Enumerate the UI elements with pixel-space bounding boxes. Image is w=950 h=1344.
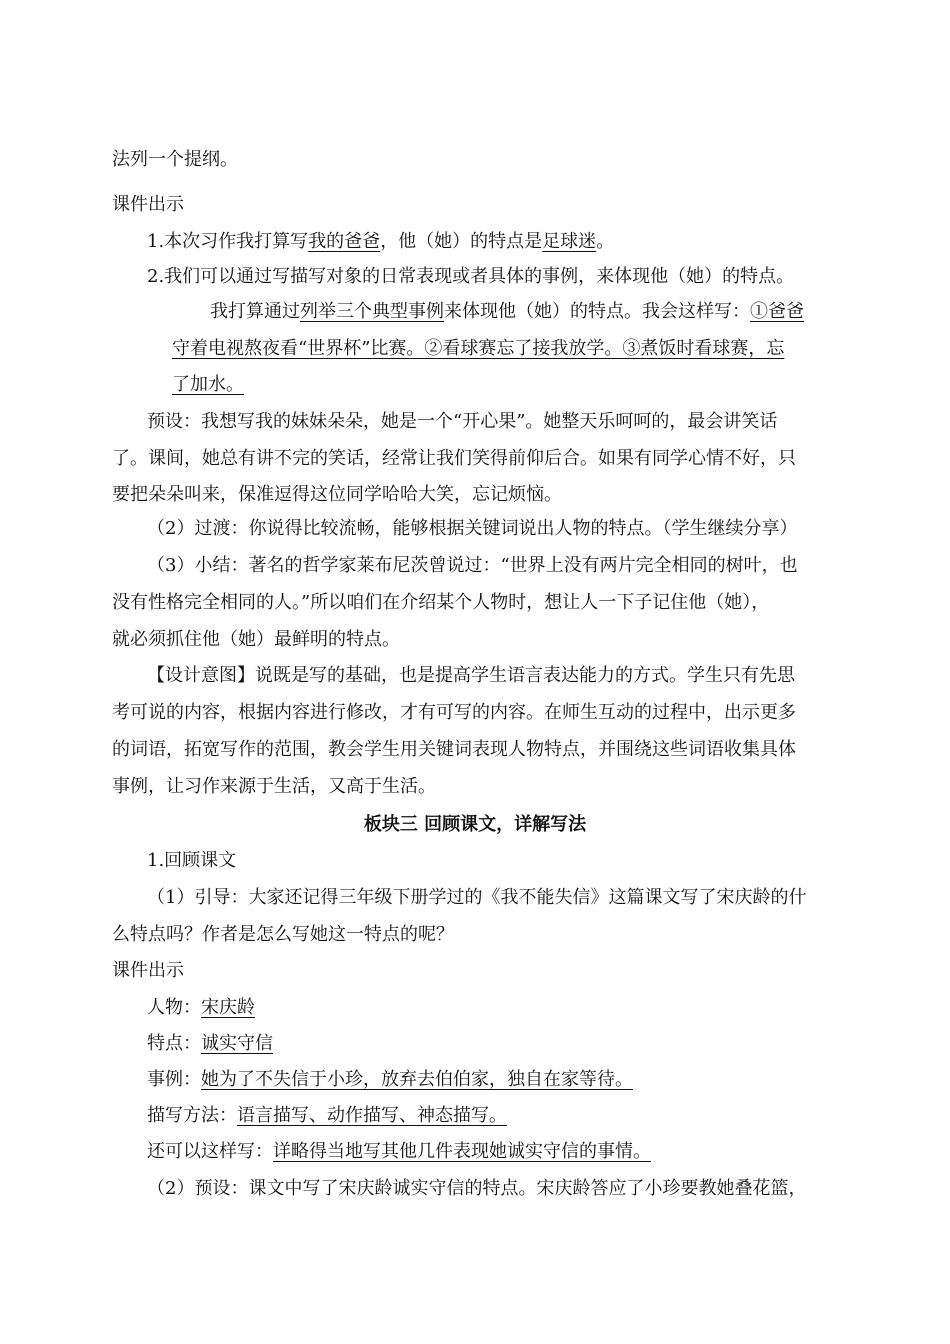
text-line: 法列一个提纲。: [112, 149, 238, 170]
text-line: 没有性格完全相同的人。”所以咱们在介绍某个人物时，想让人一下子记住他（她），: [112, 592, 770, 613]
text-segment: 来体现他（她）的特点。我会这样写：: [444, 301, 750, 322]
text-line: （2）过渡：你说得比较流畅，能够根据关键词说出人物的特点。（学生继续分享）: [147, 518, 798, 539]
text-segment: 特点：: [147, 1033, 201, 1054]
text-line: 预设：我想写我的妹妹朵朵，她是一个“开心果”。她整天乐呵呵的，最会讲笑话: [147, 411, 778, 432]
text-line: [147, 1031, 273, 1057]
text-line: [147, 1067, 633, 1093]
underlined-text: 我的爸爸: [308, 231, 381, 252]
section-heading: 板块三 回顾课文，详解写法: [363, 814, 587, 835]
underlined-text: 语言描写、动作描写、神态描写。: [237, 1105, 507, 1126]
text-line: 了。课间，她总有讲不完的笑话，经常让我们笑得前仰后合。如果有同学心情不好，只: [112, 448, 796, 469]
text-line: [147, 1103, 507, 1129]
underlined-text: 足球迷: [542, 231, 597, 252]
underlined-text: 宋庆龄: [201, 997, 255, 1018]
underlined-text: 守着电视熬夜看“世界杯”比赛。②看球赛忘了接我放学。③煮饭时看球赛，忘: [172, 338, 785, 359]
text-segment: ，他（她）的特点是: [380, 231, 543, 252]
text-line: [172, 336, 784, 362]
text-line: 么特点吗？作者是怎么写她这一特点的呢？: [112, 924, 454, 945]
text-line: [147, 1139, 651, 1165]
text-line: 要把朵朵叫来，保准逗得这位同学哈哈大笑，忘记烦恼。: [112, 484, 562, 505]
text-segment: 我打算通过: [210, 301, 300, 322]
text-segment: 事例：: [147, 1069, 201, 1090]
text-line: [172, 372, 244, 398]
underlined-text: 详略得当地写其他几件表现她诚实守信的事情。: [273, 1141, 651, 1162]
courseware-label: 课件出示: [112, 960, 184, 981]
text-segment: 还可以这样写：: [147, 1141, 273, 1162]
text-line: 事例，让习作来源于生活，又高于生活。: [112, 776, 436, 797]
underlined-text: 了加水。: [172, 374, 244, 395]
text-segment: 人物：: [147, 997, 201, 1018]
text-line: [147, 229, 614, 255]
design-intent-line: 【设计意图】说既是写的基础，也是提高学生语言表达能力的方式。学生只有先思: [147, 665, 795, 686]
text-segment: 。: [596, 231, 615, 252]
text-line: 就必须抓住他（她）最鲜明的特点。: [112, 629, 400, 650]
underlined-text: 她为了不失信于小珍，放弃去伯伯家，独自在家等待。: [201, 1069, 633, 1090]
text-line: 考可说的内容，根据内容进行修改，才有可写的内容。在师生互动的过程中，出示更多: [112, 702, 796, 723]
text-line: 的词语，拓宽写作的范围，教会学生用关键词表现人物特点，并围绕这些词语收集具体: [112, 739, 796, 760]
text-line: （3）小结：著名的哲学家莱布尼茨曾说过：“世界上没有两片完全相同的树叶，也: [147, 555, 798, 576]
underlined-text: ①爸爸: [750, 301, 804, 322]
courseware-label: 课件出示: [112, 194, 184, 215]
text-line: （1）引导：大家还记得三年级下册学过的《我不能失信》这篇课文写了宋庆龄的什: [147, 887, 807, 908]
text-line: 1.回顾课文: [147, 850, 237, 871]
text-segment: 描写方法：: [147, 1105, 237, 1126]
text-segment: 1.本次习作我打算写: [147, 231, 309, 252]
text-line: 2.我们可以通过写描写对象的日常表现或者具体的事例，来体现他（她）的特点。: [147, 266, 795, 287]
text-line: [210, 299, 804, 325]
text-line: [147, 995, 255, 1021]
underlined-text: 列举三个典型事例: [300, 301, 444, 322]
underlined-text: 诚实守信: [201, 1033, 273, 1054]
text-line: （2）预设：课文中写了宋庆龄诚实守信的特点。宋庆龄答应了小珍要教她叠花篮，: [147, 1178, 807, 1199]
